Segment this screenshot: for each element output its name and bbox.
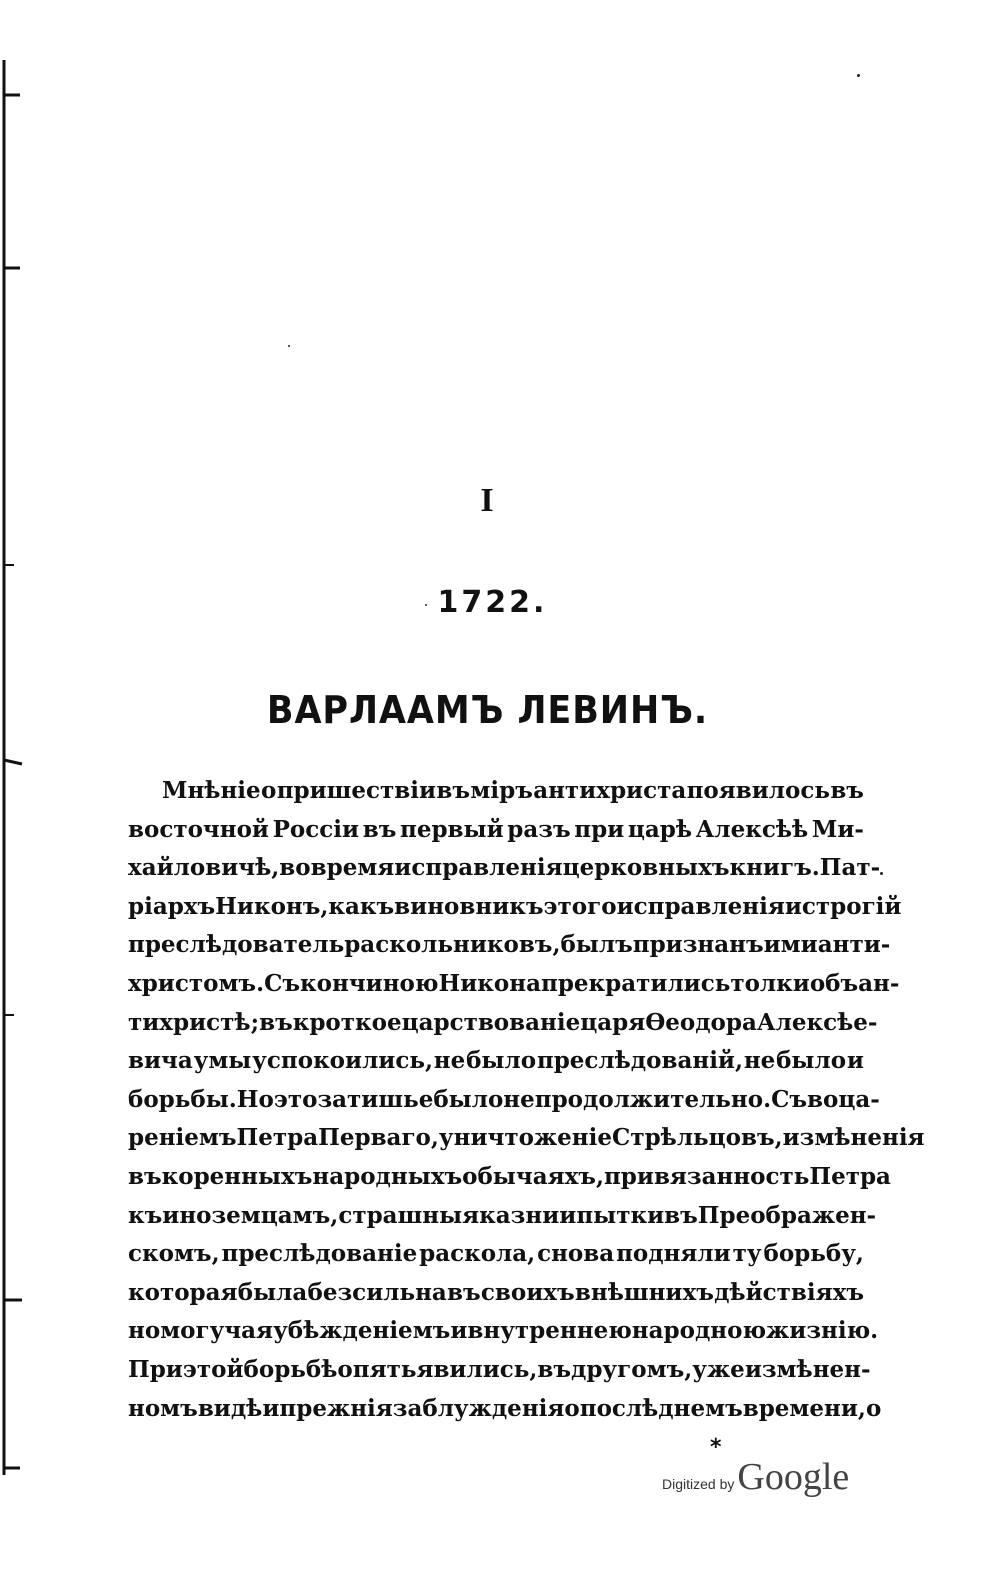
text-line: вича умы успокоились, не было преслѣдованій, не было и (128, 1047, 864, 1075)
text-line: христомъ. Съ кончиною Никона прекратились толки объ ан- (128, 969, 900, 997)
text-line: Мнѣніе о пришествіи въ міръ антихриста появилось въ (162, 777, 864, 804)
google-logo: Google (737, 1456, 850, 1498)
text-line: въ коренныхъ народныхъ обычаяхъ, привязанность Петра (128, 1162, 891, 1190)
text-line: При этой борьбѣ опять явились, въ другомъ, уже измѣнен- (128, 1355, 871, 1383)
text-line: скомъ, преслѣдованіе раскола, снова подняли ту борьбу, (128, 1240, 864, 1268)
chapter-title: ВАРЛААМЪ ЛЕВИНЪ. (266, 688, 709, 732)
print-speck (880, 872, 883, 875)
binding-edge (0, 0, 26, 1579)
chapter-year: 1722. (437, 585, 548, 620)
print-speck (857, 74, 860, 77)
text-line: хайловичѣ, во время исправленія церковныхъ книгъ. Пат- (128, 854, 881, 882)
text-line: къ иноземцамъ, страшныя казни и пытки въ Преображен- (128, 1201, 877, 1229)
signature-mark: * (710, 1435, 722, 1460)
digitized-watermark (662, 1455, 849, 1499)
text-line: ріархъ Никонъ, какъ виновникъ этого исправленія и строгій (128, 892, 902, 920)
text-line: реніемъ Петра Перваго, уничтоженіе Стрѣльцовъ, измѣненія (128, 1124, 925, 1152)
text-line: тихристѣ; въ кроткое царствованіе царя Ѳеодора Алексѣе- (128, 1008, 878, 1036)
text-line: которая была безсильна въ своихъ внѣшнихъ дѣйствіяхъ (128, 1278, 864, 1306)
text-line: преслѣдователь раскольниковъ, былъ признанъ ими анти- (128, 931, 891, 959)
text-line: но могучая убѣжденіемъ и внутреннею народною жизнію. (128, 1317, 879, 1345)
watermark-prefix: Digitized by (662, 1476, 735, 1492)
chapter-number: I (480, 482, 495, 519)
binding-marks-graphic (0, 0, 26, 1579)
text-line: борьбы. Но это затишье было непродолжительно. Съ воца- (128, 1085, 880, 1113)
body-text (128, 772, 925, 1428)
print-speck (288, 345, 290, 347)
text-line: восточной Россіи въ первый разъ при царѣ Алексѣѣ Ми- (128, 815, 864, 843)
text-line: номъ видѣ и прежнія заблужденія о послѣднемъ времени, о (128, 1394, 882, 1422)
